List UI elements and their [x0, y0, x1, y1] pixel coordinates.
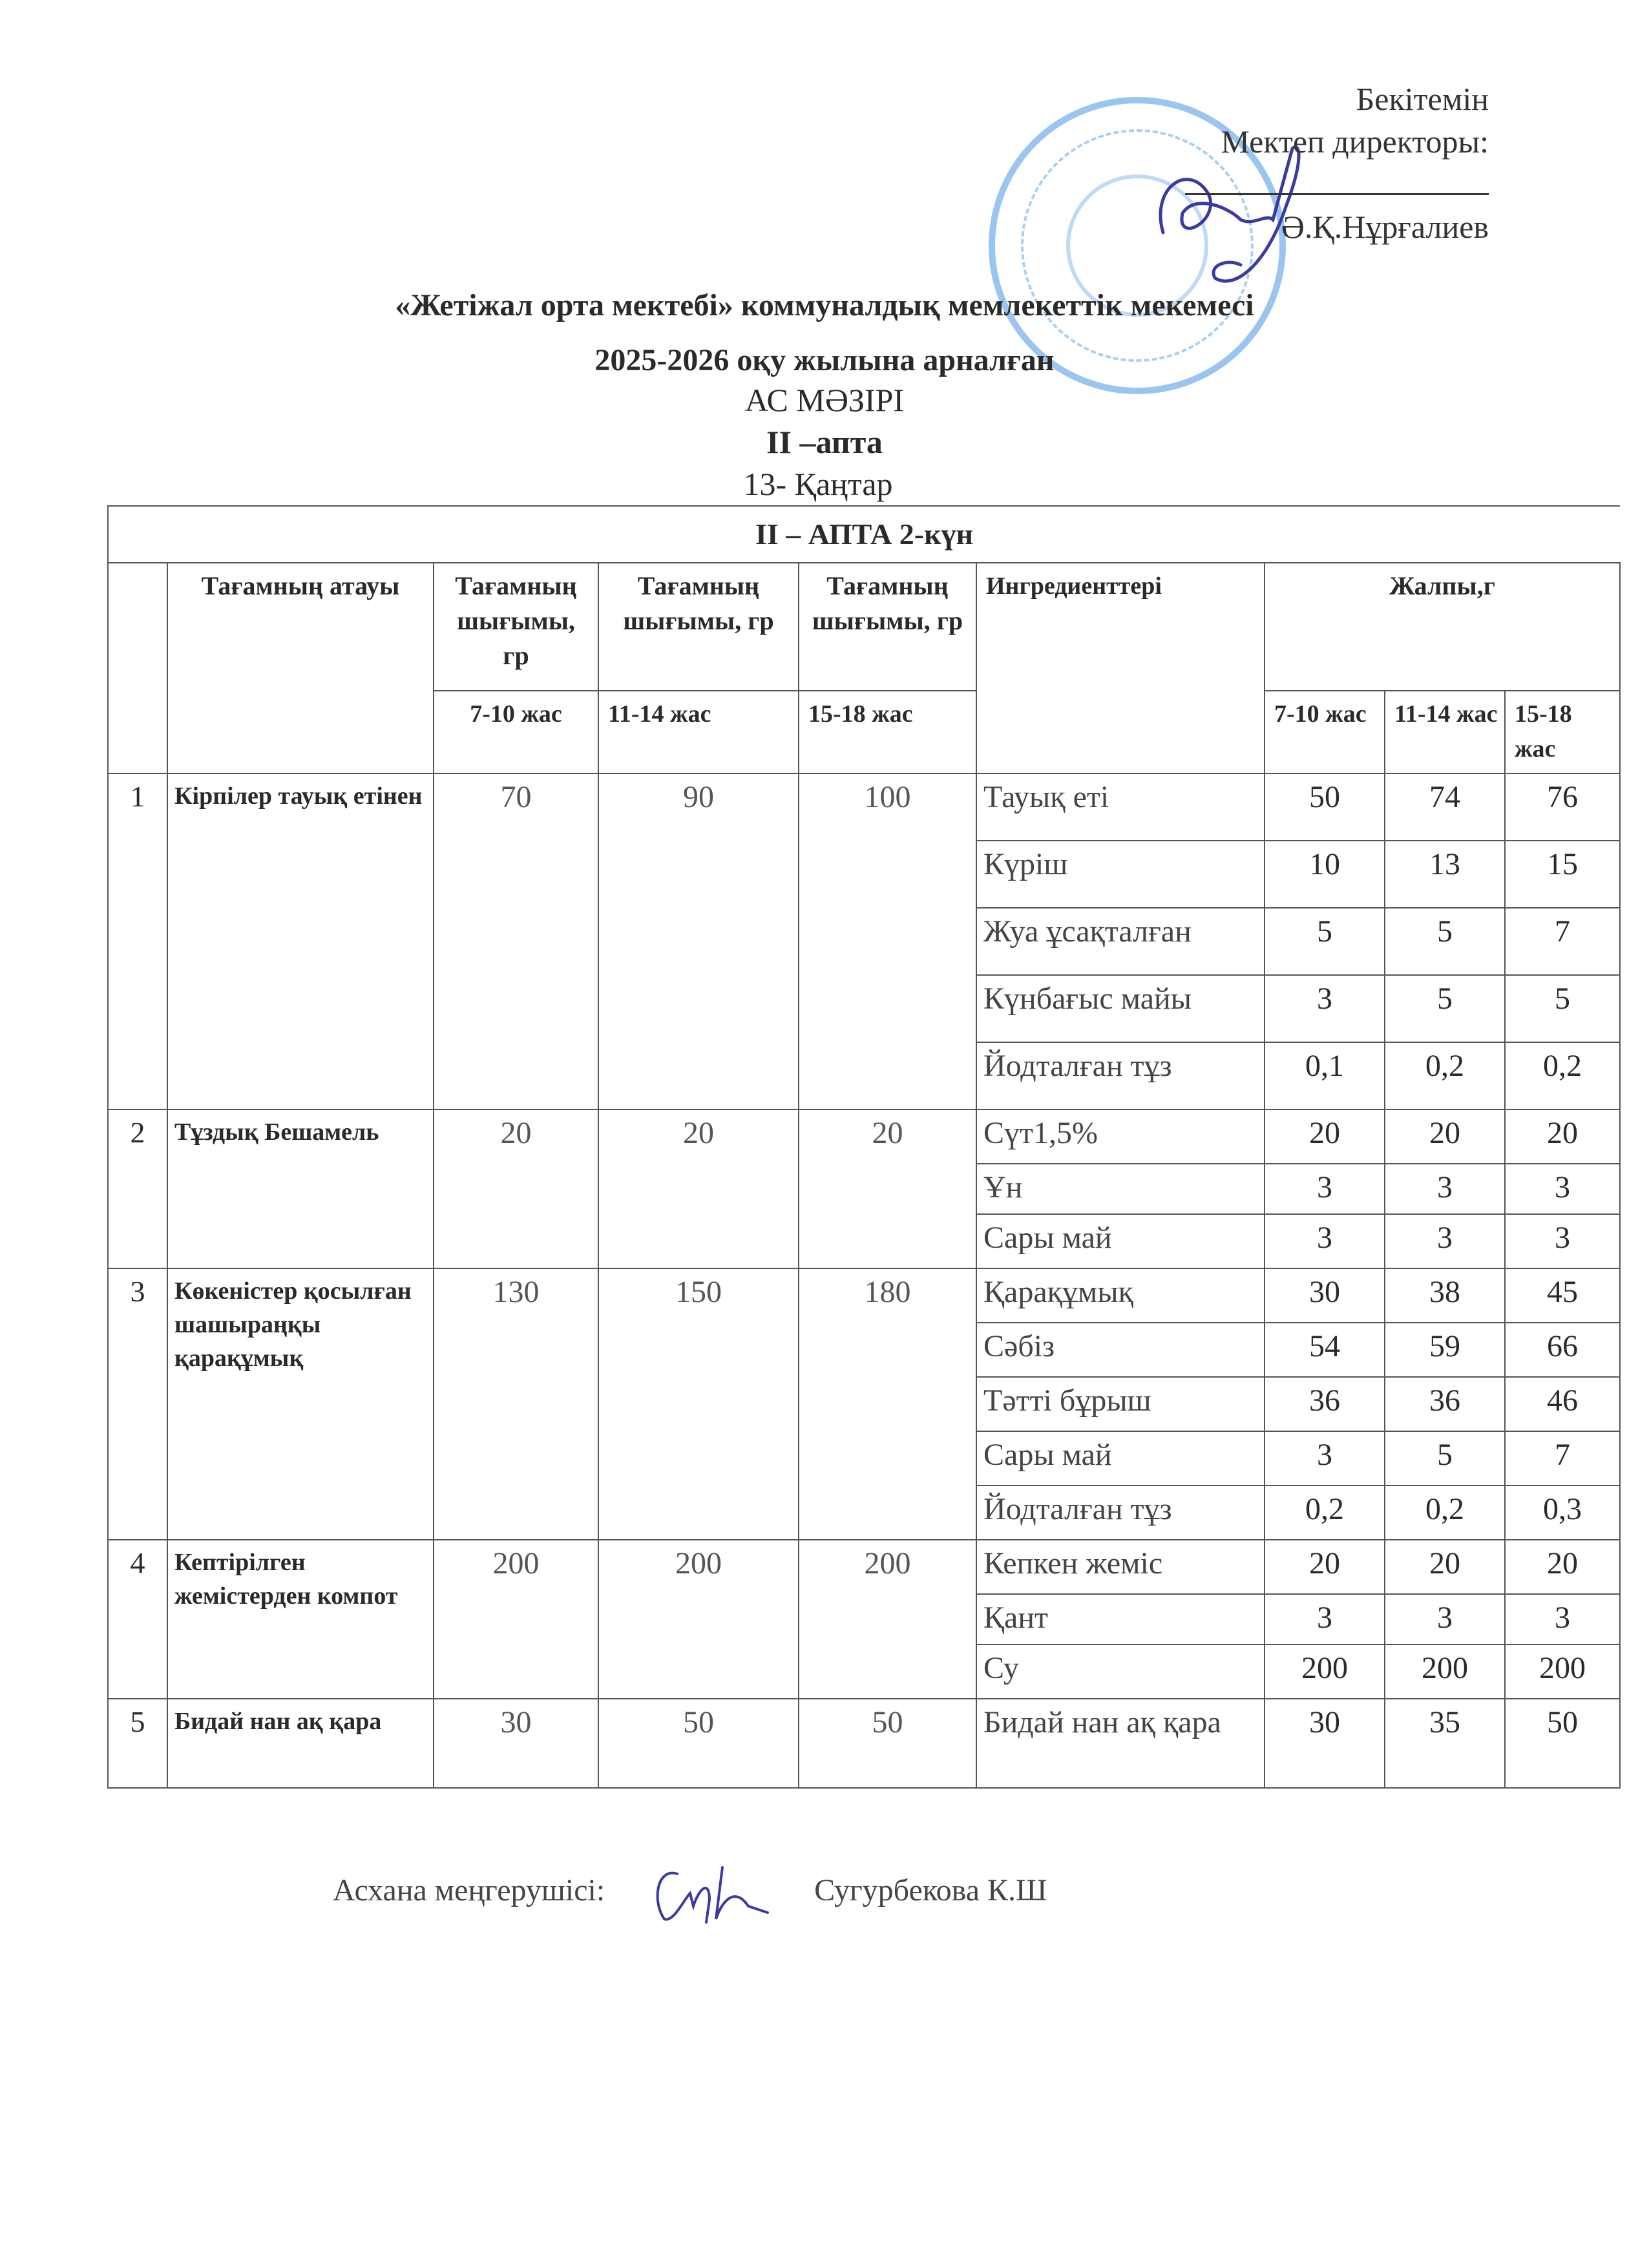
age-15-18: 15-18 жас	[799, 691, 976, 773]
dish-yield: 90	[598, 773, 799, 1109]
ingredient-amount: 3	[1505, 1594, 1620, 1644]
ingredient-amount: 30	[1265, 1699, 1385, 1788]
ingredient-amount: 5	[1385, 1431, 1505, 1486]
ingredient-amount: 7	[1505, 1431, 1620, 1486]
ingredient-name: Қант	[976, 1594, 1265, 1644]
ingredient-amount: 5	[1385, 908, 1505, 975]
dish-yield: 100	[799, 773, 976, 1109]
dish-name: Бидай нан ақ қара	[167, 1699, 434, 1788]
ingredient-name: Қарақұмық	[976, 1268, 1265, 1323]
dish-yield: 20	[799, 1109, 976, 1268]
dish-number: 2	[108, 1109, 167, 1268]
dish-yield: 20	[434, 1109, 598, 1268]
dish-number: 3	[108, 1268, 167, 1540]
dish-yield: 70	[434, 773, 598, 1109]
col-yield-11-14: Тағамның шығымы, гр	[598, 563, 799, 691]
ingredient-name: Сары май	[976, 1431, 1265, 1486]
ingredient-amount: 3	[1265, 1594, 1385, 1644]
signature-line	[1185, 167, 1489, 195]
table-row	[108, 1268, 1620, 1323]
dish-yield: 50	[598, 1699, 799, 1788]
ingredient-amount: 5	[1385, 975, 1505, 1042]
ingredient-amount: 38	[1385, 1268, 1505, 1323]
ingredient-amount: 20	[1505, 1540, 1620, 1594]
ingredient-amount: 3	[1505, 1164, 1620, 1214]
table-row	[108, 773, 1620, 841]
dish-yield: 200	[799, 1540, 976, 1699]
document-title: АС МӘЗІРІ	[744, 382, 905, 418]
dish-name: Кірпілер тауық етінен	[167, 773, 434, 1109]
ingredient-amount: 3	[1385, 1164, 1505, 1214]
total-age-15-18: 15-18 жас	[1505, 691, 1620, 773]
ingredient-amount: 54	[1265, 1323, 1385, 1377]
col-ingredients: Ингредиенттері	[976, 563, 1265, 773]
ingredient-amount: 35	[1385, 1699, 1505, 1788]
ingredient-amount: 50	[1505, 1699, 1620, 1788]
ingredient-name: Йодталған тұз	[976, 1042, 1265, 1109]
col-total: Жалпы,г	[1265, 563, 1620, 691]
dish-yield: 150	[598, 1268, 799, 1540]
ingredient-name: Су	[976, 1644, 1265, 1699]
institution-name: «Жетіжал орта мектебі» коммуналдық мемлекеттік мекемесі	[395, 288, 1254, 322]
ingredient-amount: 46	[1505, 1377, 1620, 1431]
col-yield-15-18: Тағамның шығымы, гр	[799, 563, 976, 691]
age-11-14: 11-14 жас	[598, 691, 799, 773]
ingredient-amount: 15	[1505, 841, 1620, 908]
approval-position: Мектеп директоры:	[1221, 123, 1489, 160]
ingredient-amount: 0,1	[1265, 1042, 1385, 1109]
ingredient-amount: 13	[1385, 841, 1505, 908]
kitchen-manager-name: Сугурбекова К.Ш	[814, 1873, 1047, 1908]
ingredient-name: Кепкен жеміс	[976, 1540, 1265, 1594]
ingredient-amount: 3	[1265, 1164, 1385, 1214]
ingredient-amount: 3	[1385, 1214, 1505, 1268]
table-row	[108, 1540, 1620, 1594]
ingredient-amount: 0,2	[1385, 1042, 1505, 1109]
ingredient-amount: 0,3	[1505, 1486, 1620, 1540]
table-row	[108, 1699, 1620, 1788]
ingredient-name: Күріш	[976, 841, 1265, 908]
ingredient-name: Тәтті бұрыш	[976, 1377, 1265, 1431]
ingredient-amount: 20	[1265, 1109, 1385, 1164]
ingredient-amount: 200	[1505, 1644, 1620, 1699]
dish-number: 1	[108, 773, 167, 1109]
ingredient-amount: 45	[1505, 1268, 1620, 1323]
ingredient-name: Йодталған тұз	[976, 1486, 1265, 1540]
dish-yield: 20	[598, 1109, 799, 1268]
ingredient-name: Сары май	[976, 1214, 1265, 1268]
menu-table	[107, 505, 1621, 1789]
col-dish-name: Тағамның атауы	[167, 563, 434, 773]
ingredient-amount: 20	[1385, 1540, 1505, 1594]
col-number	[108, 563, 167, 773]
week-label: ІІ –апта	[766, 424, 883, 460]
ingredient-name: Сүт1,5%	[976, 1109, 1265, 1164]
age-7-10: 7-10 жас	[434, 691, 598, 773]
approval-label: Бекітемін	[1356, 81, 1489, 117]
ingredient-amount: 10	[1265, 841, 1385, 908]
dish-yield: 200	[434, 1540, 598, 1699]
dish-number: 5	[108, 1699, 167, 1788]
ingredient-amount: 36	[1385, 1377, 1505, 1431]
ingredient-amount: 200	[1385, 1644, 1505, 1699]
ingredient-amount: 0,2	[1265, 1486, 1385, 1540]
dish-yield: 50	[799, 1699, 976, 1788]
academic-year: 2025-2026 оқу жылына арналған	[594, 343, 1055, 377]
ingredient-name: Күнбағыс майы	[976, 975, 1265, 1042]
date-label: 13- Қаңтар	[743, 466, 893, 502]
kitchen-manager-role: Асхана меңгерушісі:	[333, 1873, 605, 1908]
ingredient-amount: 20	[1505, 1109, 1620, 1164]
ingredient-amount: 0,2	[1385, 1486, 1505, 1540]
dish-yield: 180	[799, 1268, 976, 1540]
ingredient-name: Тауық еті	[976, 773, 1265, 841]
ingredient-amount: 3	[1505, 1214, 1620, 1268]
ingredient-amount: 20	[1265, 1540, 1385, 1594]
ingredient-name: Сәбіз	[976, 1323, 1265, 1377]
ingredient-name: Ұн	[976, 1164, 1265, 1214]
ingredient-amount: 76	[1505, 773, 1620, 841]
ingredient-amount: 3	[1265, 1214, 1385, 1268]
col-yield-7-10: Тағамның шығымы, гр	[434, 563, 598, 691]
ingredient-amount: 5	[1505, 975, 1620, 1042]
approval-signer: Ә.Қ.Нұрғалиев	[1281, 209, 1489, 245]
kitchen-manager-signoff	[333, 1861, 1047, 1926]
ingredient-amount: 20	[1385, 1109, 1505, 1164]
ingredient-amount: 66	[1505, 1323, 1620, 1377]
ingredient-name: Жуа ұсақталған	[976, 908, 1265, 975]
dish-yield: 30	[434, 1699, 598, 1788]
kitchen-manager-signature-icon	[638, 1861, 781, 1926]
total-age-7-10: 7-10 жас	[1265, 691, 1385, 773]
ingredient-amount: 3	[1265, 1431, 1385, 1486]
dish-name: Көкеністер қосылған шашыраңқы қарақұмық	[167, 1268, 434, 1540]
ingredient-amount: 3	[1265, 975, 1385, 1042]
day-banner: ІІ – АПТА 2-күн	[108, 506, 1620, 563]
ingredient-amount: 59	[1385, 1323, 1505, 1377]
approval-block	[1185, 78, 1489, 248]
ingredient-amount: 74	[1385, 773, 1505, 841]
ingredient-amount: 50	[1265, 773, 1385, 841]
ingredient-amount: 200	[1265, 1644, 1385, 1699]
ingredient-amount: 36	[1265, 1377, 1385, 1431]
ingredient-amount: 5	[1265, 908, 1385, 975]
total-age-11-14: 11-14 жас	[1385, 691, 1505, 773]
dish-number: 4	[108, 1540, 167, 1699]
ingredient-amount: 30	[1265, 1268, 1385, 1323]
dish-yield: 200	[598, 1540, 799, 1699]
table-row	[108, 1109, 1620, 1164]
ingredient-amount: 7	[1505, 908, 1620, 975]
dish-yield: 130	[434, 1268, 598, 1540]
dish-name: Тұздық Бешамель	[167, 1109, 434, 1268]
ingredient-amount: 3	[1385, 1594, 1505, 1644]
dish-name: Кептірілген жемістерден компот	[167, 1540, 434, 1699]
ingredient-amount: 0,2	[1505, 1042, 1620, 1109]
ingredient-name: Бидай нан ақ қара	[976, 1699, 1265, 1788]
